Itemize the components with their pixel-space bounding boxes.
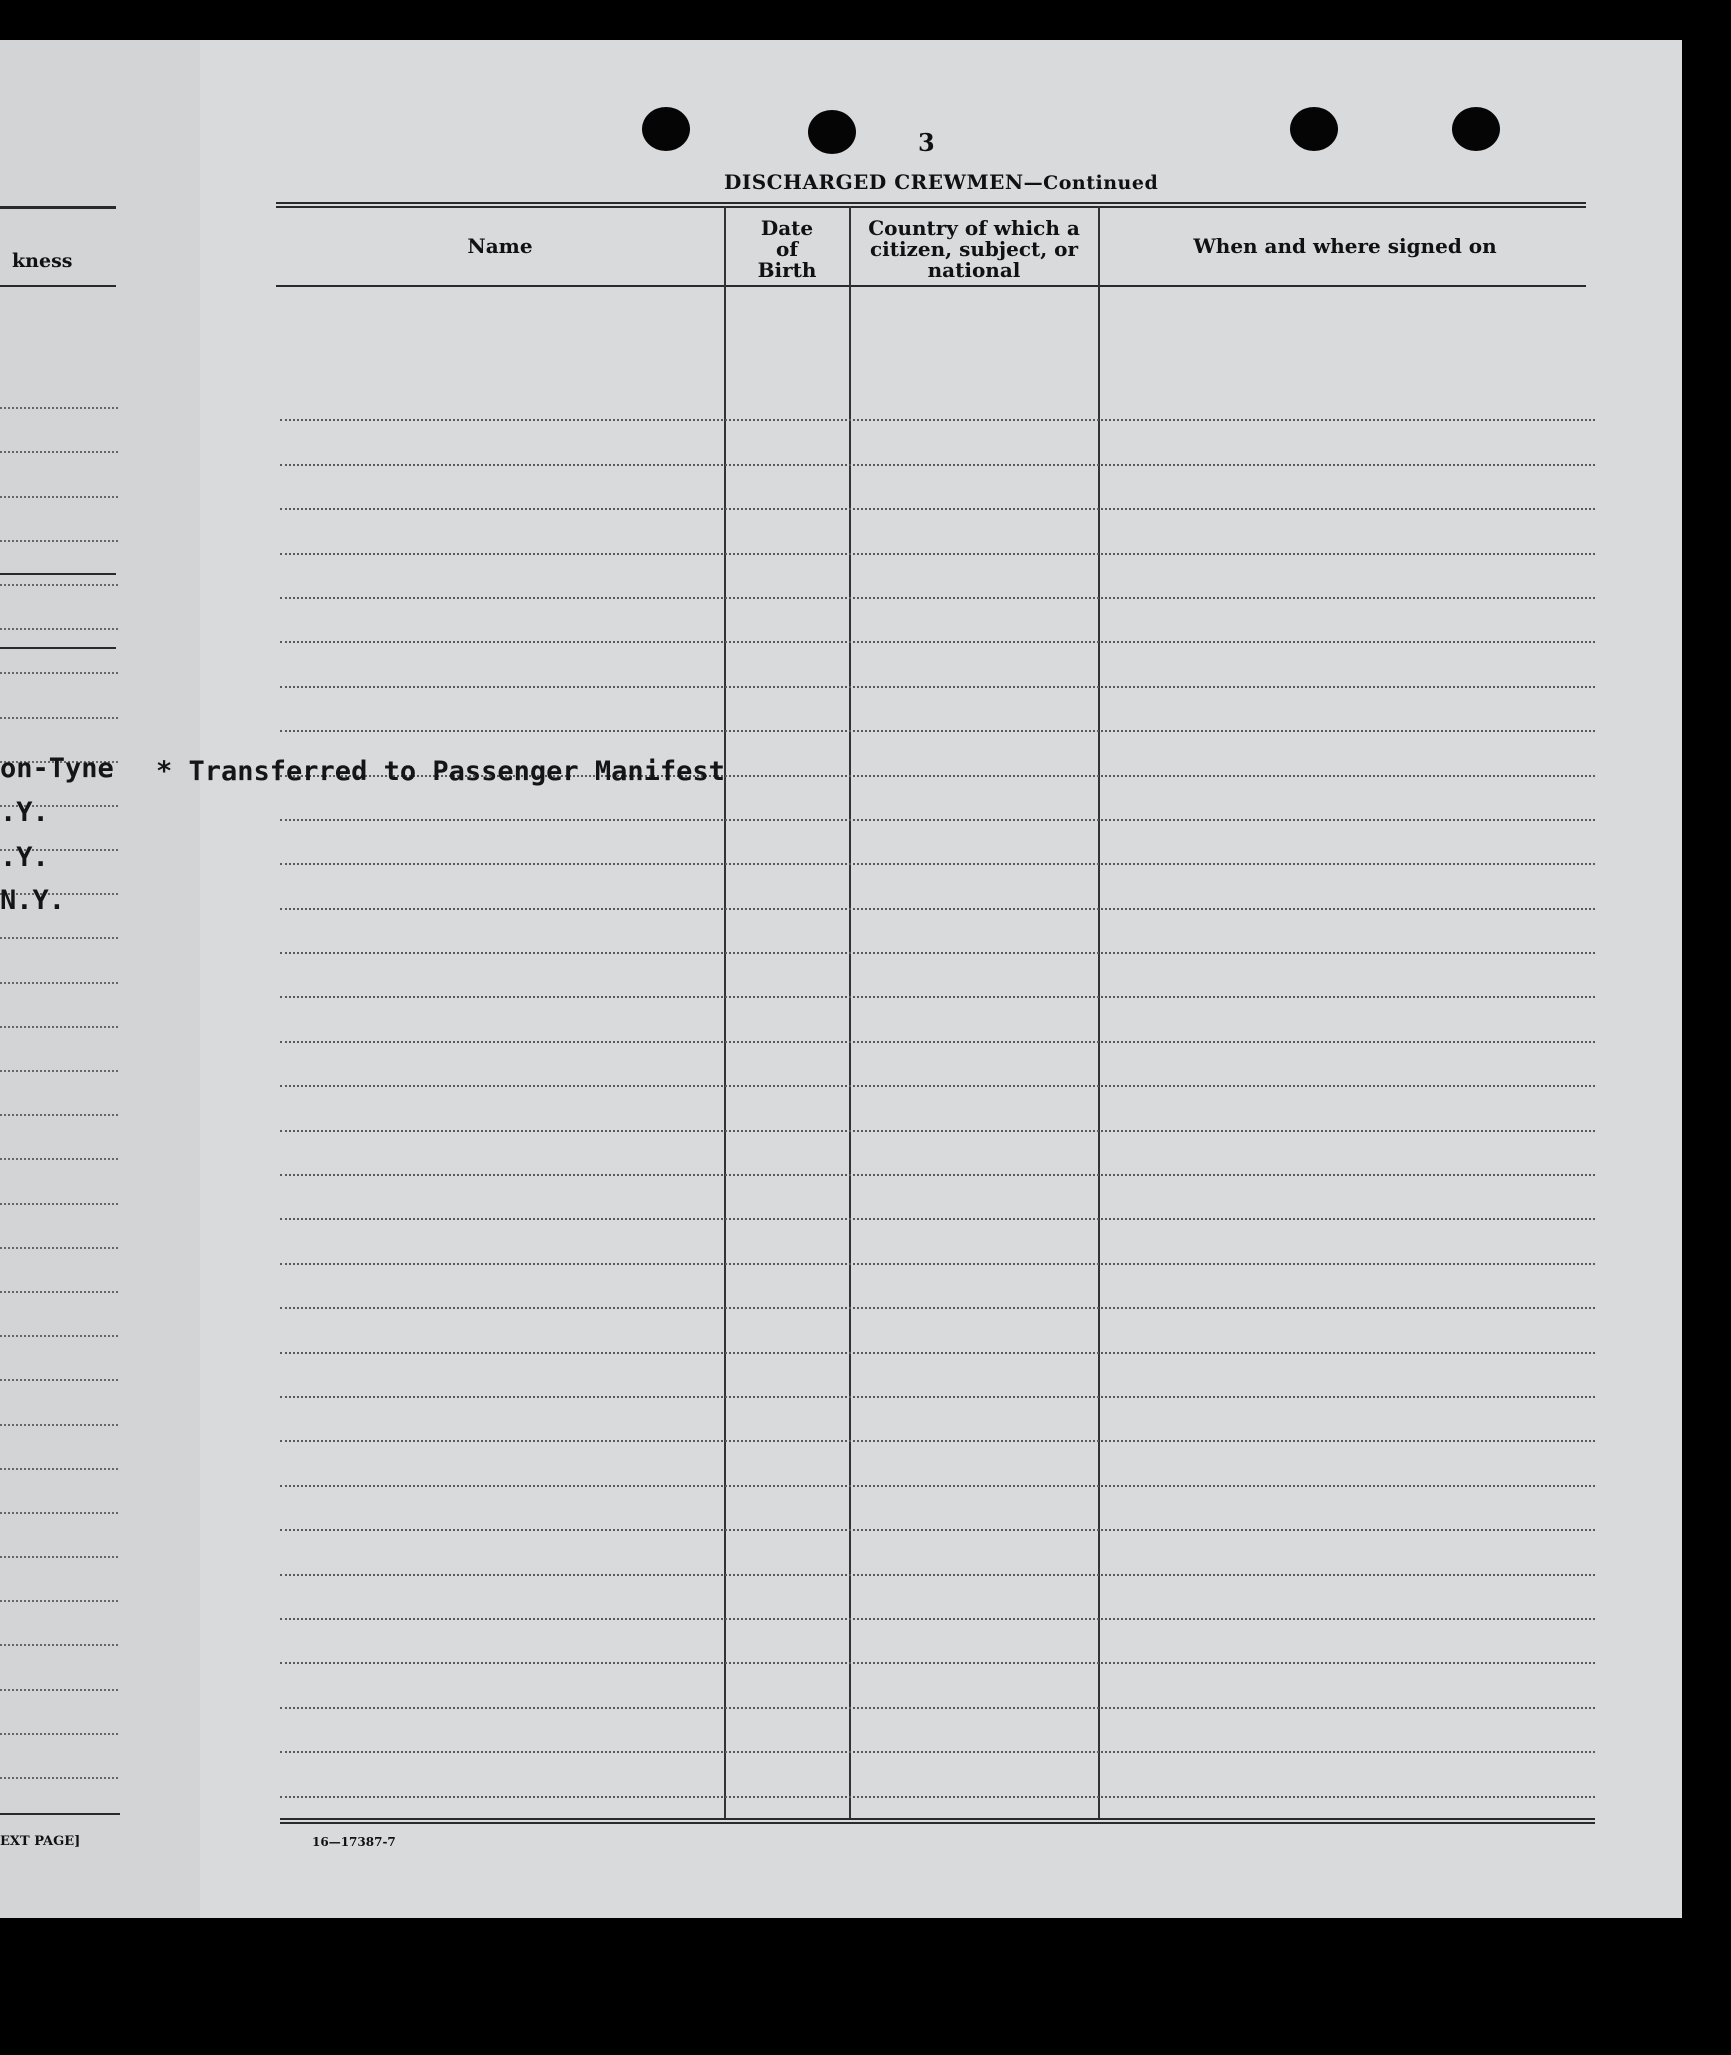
left-page-row [0, 1514, 118, 1558]
heading-suffix: —Continued [1023, 172, 1159, 194]
left-page-row [0, 1337, 118, 1381]
column-header-date-of-birth [726, 218, 848, 281]
left-page-row [0, 1646, 118, 1690]
left-header-fragment: kness [12, 250, 73, 272]
table-row [280, 910, 1595, 954]
header-line: of [776, 237, 798, 261]
table-row [280, 510, 1595, 554]
header-line: Country of which a [868, 216, 1080, 240]
header-line: citizen, subject, or [869, 237, 1079, 261]
table-row [280, 421, 1595, 465]
left-page-row [0, 409, 118, 453]
left-page-row [0, 1558, 118, 1602]
column-header-country [851, 218, 1097, 281]
page-heading [724, 170, 1158, 194]
table-row [280, 466, 1595, 510]
left-entry: on-Tyne [0, 753, 114, 784]
left-page-row [0, 1293, 118, 1337]
left-page-row [0, 1426, 118, 1470]
transferred-annotation: * Transferred to Passenger Manifest [156, 756, 725, 787]
punch-hole [1452, 107, 1500, 151]
left-page-row [0, 1028, 118, 1072]
header-line: Date [760, 216, 814, 240]
table-row [280, 821, 1595, 865]
table-row [280, 1309, 1595, 1353]
table-bottom-rule [280, 1818, 1595, 1820]
left-page-row [0, 1116, 118, 1160]
table-top-rule [276, 202, 1586, 204]
left-page-row [0, 1735, 118, 1779]
left-page-row [0, 630, 118, 674]
table-row [280, 1087, 1595, 1131]
table-row [280, 1220, 1595, 1264]
heading-title: DISCHARGED CREWMEN [724, 170, 1024, 194]
table-row [280, 1043, 1595, 1087]
table-row [280, 1664, 1595, 1708]
left-rule [0, 1813, 120, 1815]
table-top-rule [276, 206, 1586, 208]
left-page-row [0, 984, 118, 1028]
table-bottom-rule [280, 1822, 1595, 1824]
column-header-name: Name [467, 234, 533, 258]
table-row [280, 1132, 1595, 1176]
table-row [280, 998, 1595, 1042]
left-rule [0, 285, 116, 287]
form-number: 16—17387-7 [312, 1835, 396, 1849]
table-row [280, 1620, 1595, 1664]
table-row [280, 555, 1595, 599]
left-page-row [0, 1205, 118, 1249]
header-line: Birth [757, 258, 817, 282]
page-number: 3 [918, 128, 935, 157]
table-row [280, 1753, 1595, 1797]
left-entry: .Y. [0, 842, 49, 873]
left-page-row [0, 586, 118, 630]
table-row [280, 1487, 1595, 1531]
punch-hole [1290, 107, 1338, 151]
table-row [280, 1265, 1595, 1309]
punch-hole [808, 110, 856, 154]
header-line: national [927, 258, 1021, 282]
document-sheet [0, 40, 1682, 1918]
table-row [280, 1354, 1595, 1398]
table-row [280, 1398, 1595, 1442]
left-page-row [0, 498, 118, 542]
left-rule [0, 573, 116, 575]
table-rows [280, 377, 1595, 1798]
left-page-rows [0, 365, 118, 1779]
table-row [280, 954, 1595, 998]
table-row [280, 1442, 1595, 1486]
left-rule [0, 647, 116, 649]
left-page-row [0, 1072, 118, 1116]
header-bottom-rule [276, 285, 1586, 287]
table-row [280, 1176, 1595, 1220]
table-row [280, 1576, 1595, 1620]
left-entry: .Y. [0, 797, 49, 828]
left-page-row [0, 939, 118, 983]
left-page-row [0, 1602, 118, 1646]
left-page-row [0, 1249, 118, 1293]
left-page-row [0, 674, 118, 718]
table-row [280, 599, 1595, 643]
left-page-row [0, 1381, 118, 1425]
table-row [280, 1709, 1595, 1753]
left-entry: N.Y. [0, 885, 66, 916]
left-page-footer: EXT PAGE] [0, 1834, 81, 1849]
punch-hole [642, 107, 690, 151]
table-row [280, 688, 1595, 732]
table-row [280, 865, 1595, 909]
left-page-row [0, 453, 118, 497]
column-header-signed-on: When and where signed on [1193, 234, 1497, 258]
left-rule [0, 206, 116, 209]
left-page-row [0, 365, 118, 409]
left-page-row [0, 1691, 118, 1735]
left-page-row [0, 1160, 118, 1204]
left-page-row [0, 542, 118, 586]
table-row [280, 377, 1595, 421]
table-row [280, 1531, 1595, 1575]
table-row [280, 643, 1595, 687]
left-page-row [0, 1470, 118, 1514]
